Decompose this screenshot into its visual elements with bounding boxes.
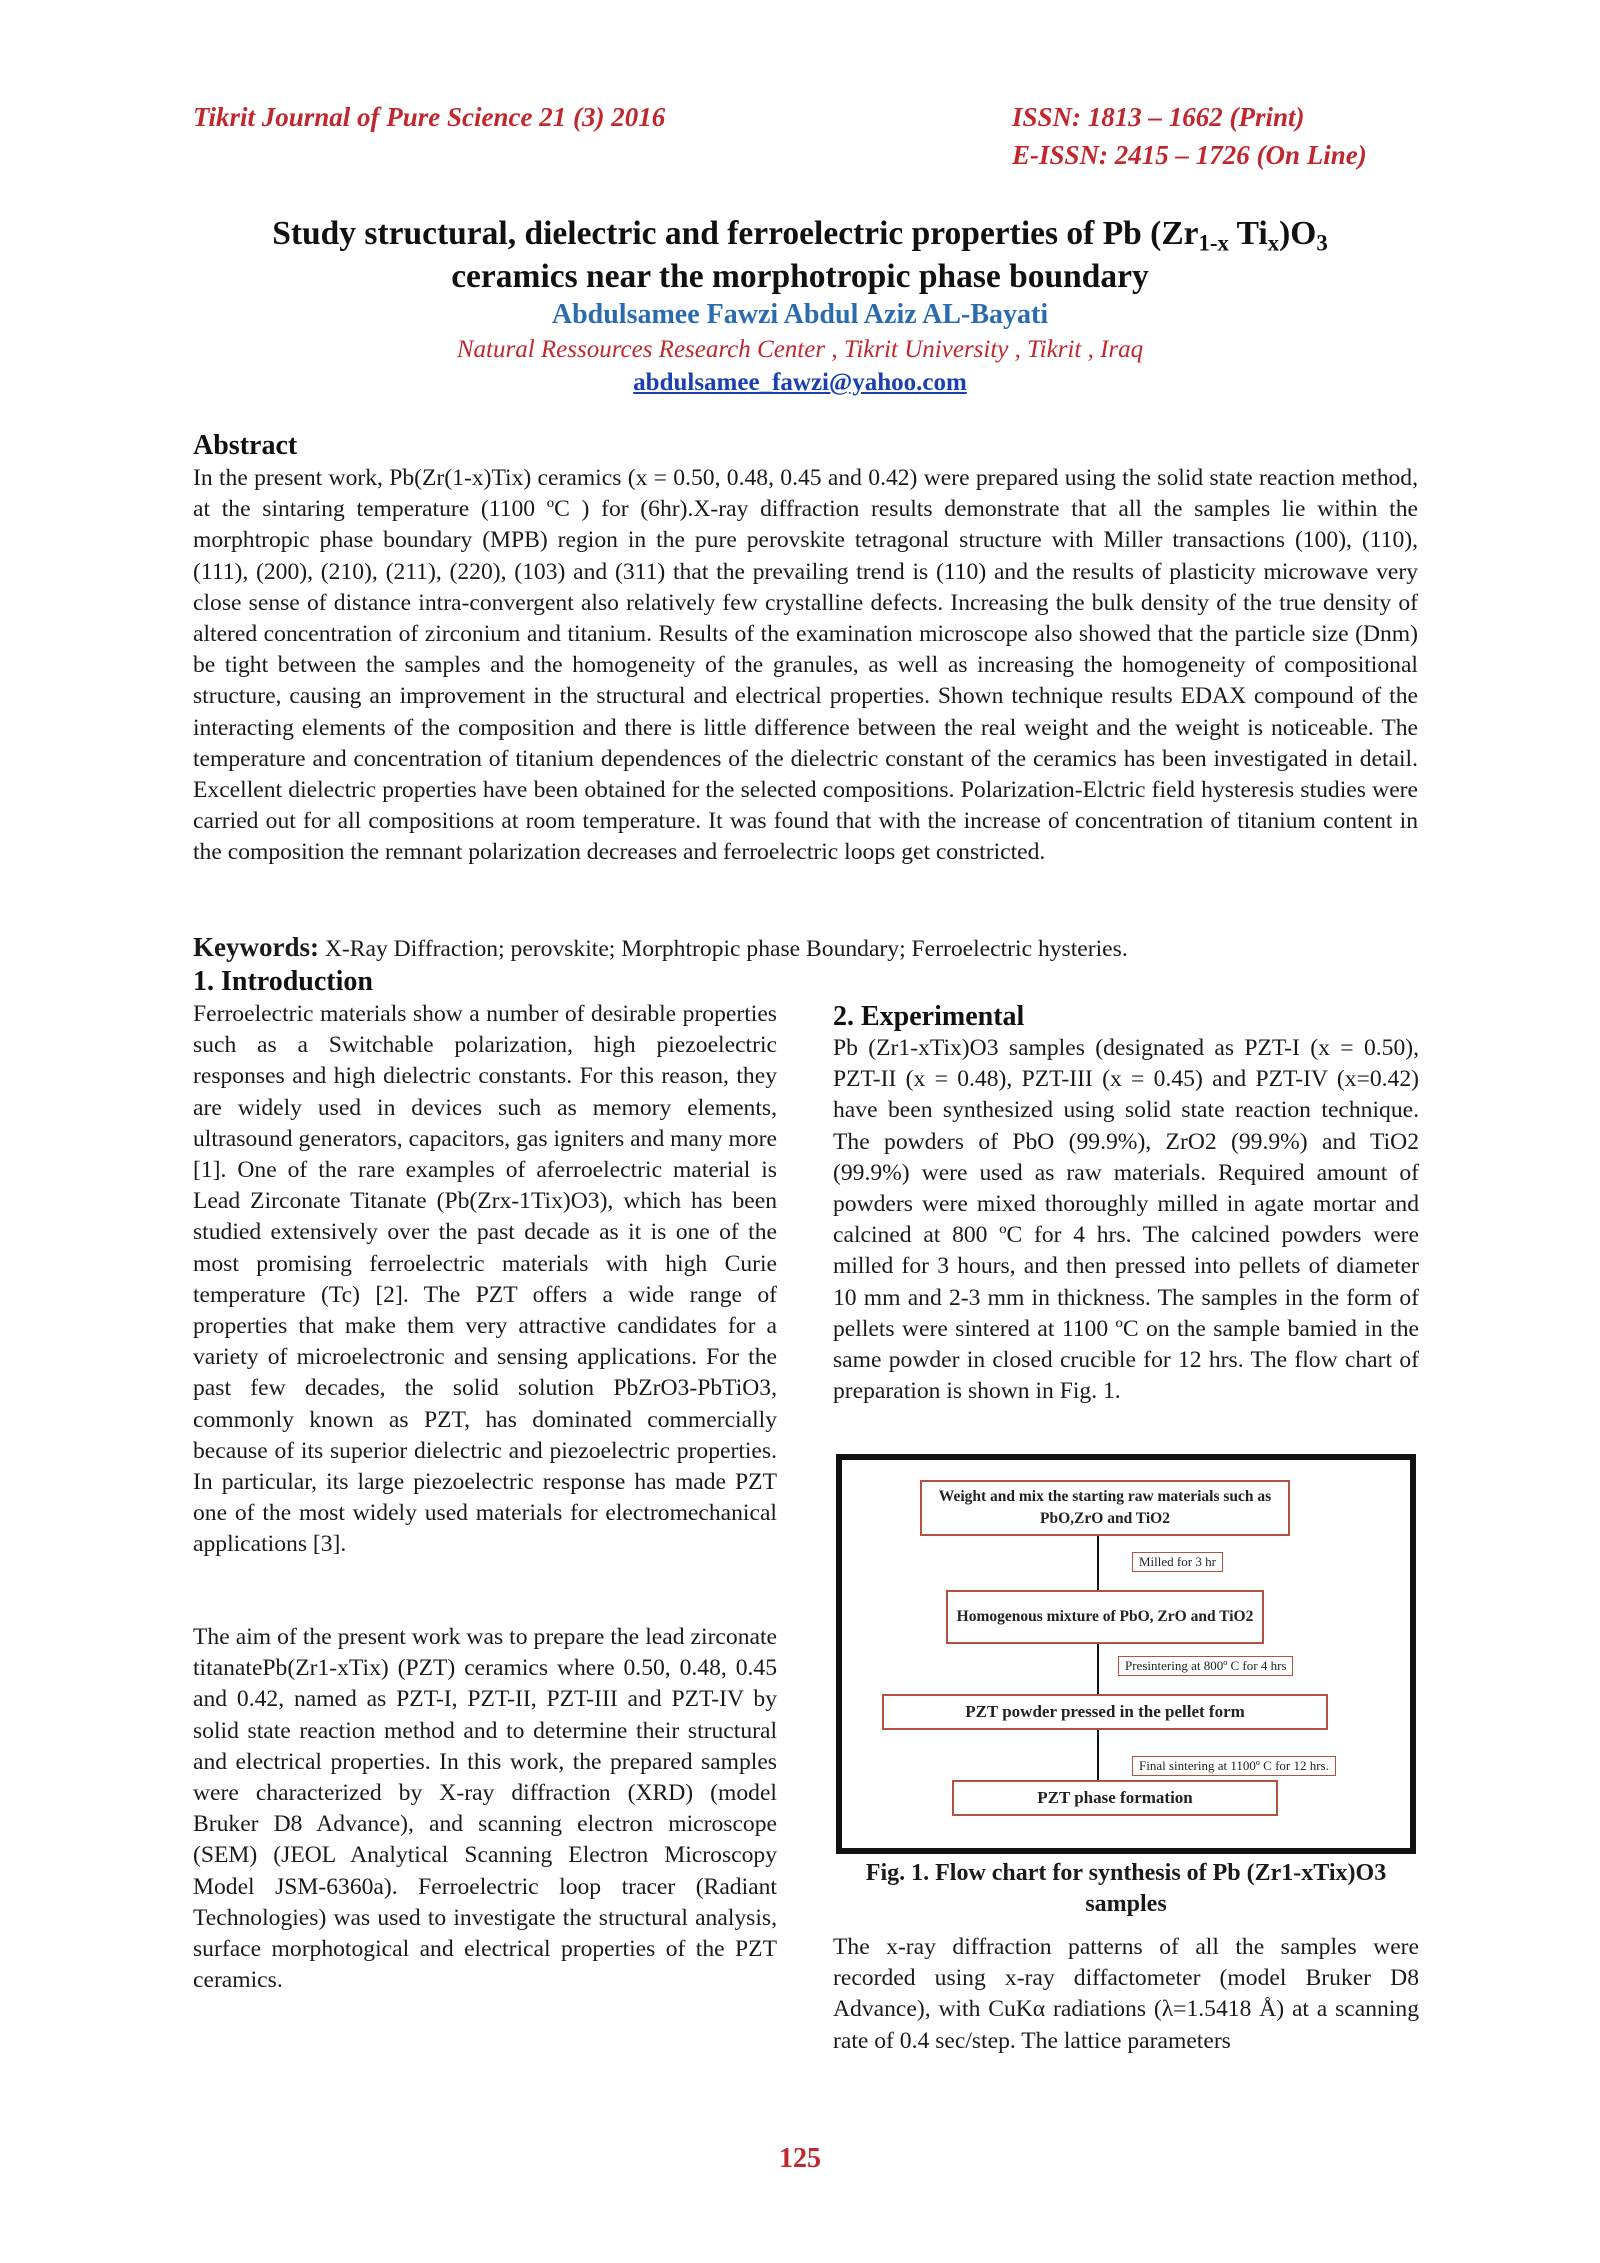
abstract-text: In the present work, Pb(Zr(1-x)Tix) ceramics (x = 0.50, 0.48, 0.45 and 0.42) were prepared using the solid state reaction method, at the sintaring temperature (1100 ºC ) for (6hr).X-ray diffraction results demonstrate that all the samples lie within the morphtropic phase boundary (MPB) region in the pure perovskite tetragonal structure with Miller transactions (100), (110), (111), (200), (210), (211), (220), (103) and (311) that the prevailing trend is (110) and the results of plasticity microwave very close sense of distance intra-convergent also relatively few crystalline defects. Increasing the bulk density of the true density of altered concentration of zirconium and titanium. Results of the examination microscope also showed that the particle size (Dnm) be tight between the samples and the homogeneity of the granules, as well as increasing the homogeneity of compositional structure, causing an improvement in the structural and electrical properties. Shown technique results EDAX compound of the interacting elements of the composition and there is little difference between the real weight and the weight is noticeable. The temperature and concentration of titanium dependences of the dielectric constant of the ceramics has been investigated in detail. Excellent dielectric properties have been obtained for the selected compositions. Polarization-Elctric field hysteresis studies were carried out for all compositions at room temperature. It was found that with the increase of concentration of titanium content in the composition the remnant polarization decreases and ferroelectric loops get constricted. (193, 465, 1418, 866)
introduction-paragraph-1: Ferroelectric materials show a number of desirable properties such as a Switchable polarization, high piezoelectric responses and high dielectric constants. For this reason, they are widely used in devices such as memory elements, ultrasound generators, capacitors, gas igniters and many more [1]. One of the rare examples of aferroelectric material is Lead Zirconate Titanate (Pb(Zrx-1Tix)O3), which has been studied extensively over the past decade as it is one of the most promising ferroelectric materials with high Curie temperature (Tc) [2]. The PZT offers a wide range of properties that make them very attractive candidates for a variety of microelectronic and sensing applications. For the past few decades, the solid solution PbZrO3-PbTiO3, commonly known as PZT, has dominated commercially because of its superior dielectric and piezoelectric properties. In particular, its large piezoelectric response has made PZT one of the most widely used materials for electromechanical applications [3]. (193, 1001, 777, 1558)
introduction-paragraph-2: The aim of the present work was to prepare the lead zirconate titanatePb(Zr1-xTix) (PZT) ceramics where 0.50, 0.48, 0.45 and 0.42, named as PZT-I, PZT-II, PZT-III and PZT-IV by solid state reaction method and to determine their structural and electrical properties. In this work, the prepared samples were characterized by X-ray diffraction (XRD) (model Bruker D8 Advance), and scanning electron microscope (SEM) (JEOL Analytical Scanning Electron Microscopy Model JSM-6360a). Ferroelectric loop tracer (Radiant Technologies) was used to investigate the structural analysis, surface morphotogical and electrical properties of the PZT ceramics. (193, 1624, 777, 1994)
journal-header: Tikrit Journal of Pure Science 21 (3) 2016 (193, 102, 666, 132)
flowchart-note-final-sintering: Final sintering at 1100º C for 12 hrs. (1132, 1756, 1336, 1776)
keywords-label: Keywords: (193, 932, 319, 962)
flowchart-step-homogenous-mixture: Homogenous mixture of PbO, ZrO and TiO2 (946, 1590, 1264, 1644)
title-text: Ti (1228, 215, 1268, 252)
flowchart-note-presintering: Presintering at 800º C for 4 hrs (1118, 1656, 1293, 1676)
keywords-text: X-Ray Diffraction; perovskite; Morphtropic phase Boundary; Ferroelectric hysteries. (318, 936, 1128, 962)
author-name: Abdulsamee Fawzi Abdul Aziz AL-Bayati (551, 299, 1049, 330)
title-sub: 1-x (1198, 230, 1229, 256)
flowchart-figure (836, 1454, 1416, 1854)
flowchart-arrow (1097, 1730, 1099, 1780)
email-link[interactable]: abdulsamee_fawzi@yahoo.com (633, 369, 967, 396)
experimental-heading: 2. Experimental (833, 1001, 1025, 1032)
keywords (193, 932, 1418, 965)
page-number: 125 (779, 2143, 821, 2174)
affiliation: Natural Ressources Research Center , Tikrit University , Tikrit , Iraq (456, 336, 1144, 363)
title-sub: 3 (1316, 230, 1328, 256)
title-sub: x (1267, 230, 1280, 256)
title-text: )O (1279, 215, 1317, 252)
flowchart-step-pellet-pressing: PZT powder pressed in the pellet form (882, 1694, 1328, 1730)
title-line2: ceramics near the morphotropic phase boundary (451, 258, 1149, 295)
issn-online: E-ISSN: 2415 – 1726 (On Line) (1012, 140, 1367, 170)
experimental-paragraph-2: The x-ray diffraction patterns of all the samples were recorded using x-ray diffactometer (model Bruker D8 Advance), with CuKα radiations (λ=1.5418 Å) at a scanning rate of 0.4 sec/step. The lattice parameters (833, 1934, 1419, 2054)
figure-caption-text: Fig. 1. Flow chart for synthesis of Pb (Zr1-xTix)O3 samples (865, 1860, 1387, 1917)
flowchart-step-phase-formation: PZT phase formation (952, 1780, 1278, 1816)
introduction-heading: 1. Introduction (193, 966, 373, 997)
abstract-heading: Abstract (193, 430, 298, 461)
flowchart-arrow (1097, 1536, 1099, 1590)
issn-print: ISSN: 1813 – 1662 (Print) (1012, 102, 1305, 132)
paper-title (140, 212, 1460, 298)
title-text: Study structural, dielectric and ferroelectric properties of Pb (Zr (272, 215, 1199, 252)
experimental-paragraph-1: Pb (Zr1-xTix)O3 samples (designated as PZT-I (x = 0.50), PZT-II (x = 0.48), PZT-III (x = 0.45) and PZT-IV (x=0.42) have been synthesized using solid state reaction technique. The powders of PbO (99.9%), ZrO2 (99.9%) and TiO2 (99.9%) were used as raw materials. Required amount of powders were mixed thoroughly milled in agate mortar and calcined at 800 ºC for 4 hrs. The calcined powders were milled for 3 hours, and then pressed into pellets of diameter 10 mm and 2-3 mm in thickness. The samples in the form of pellets were sintered at 1100 ºC on the sample bamied in the same powder in closed crucible for 12 hrs. The flow chart of preparation is shown in Fig. 1. (833, 1035, 1419, 1405)
flowchart-step-weigh-mix: Weight and mix the starting raw materials such as PbO,ZrO and TiO2 (920, 1480, 1290, 1536)
flowchart-arrow (1097, 1644, 1099, 1694)
flowchart-note-milled: Milled for 3 hr (1132, 1552, 1223, 1572)
figure-caption (826, 1858, 1426, 1920)
